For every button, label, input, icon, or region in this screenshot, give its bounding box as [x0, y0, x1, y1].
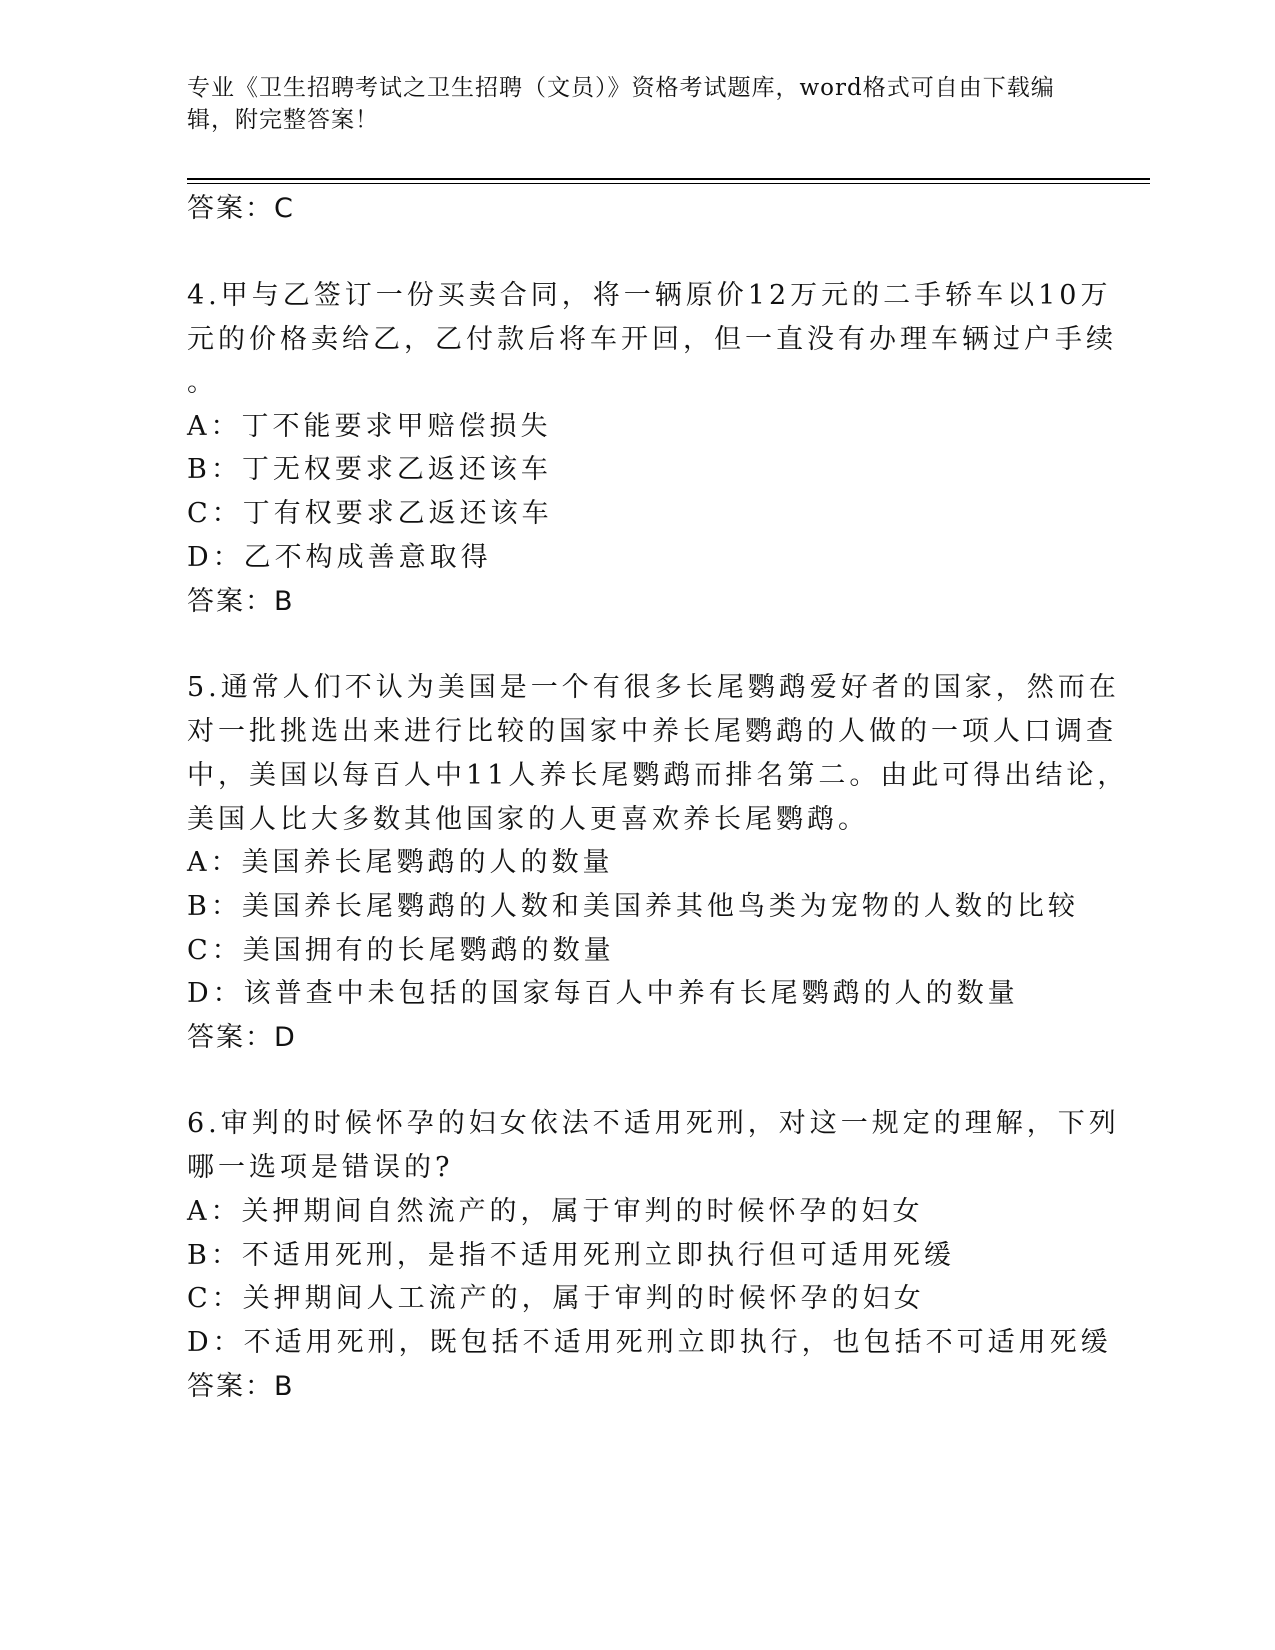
question-stem-line: 对一批挑选出来进行比较的国家中养长尾鹦鹉的人做的一项人口调查	[187, 716, 1117, 747]
option-b: B：丁无权要求乙返还该车	[187, 454, 552, 485]
answer: 答案：B	[187, 1371, 295, 1402]
option-d: D：乙不构成善意取得	[187, 542, 492, 573]
question-stem-line: 中，美国以每百人中11人养长尾鹦鹉而排名第二。由此可得出结论，	[187, 760, 1129, 791]
answer-prev: 答案：C	[187, 193, 295, 224]
option-c: C：关押期间人工流产的，属于审判的时候怀孕的妇女	[187, 1283, 925, 1314]
answer: 答案：D	[187, 1022, 297, 1053]
header-rule-thin	[187, 183, 1150, 184]
question-stem-line: 。	[187, 367, 218, 398]
header-rule-thick	[187, 178, 1150, 180]
option-b: B：美国养长尾鹦鹉的人数和美国养其他鸟类为宠物的人数的比较	[187, 891, 1079, 922]
question-stem-line: 6.审判的时候怀孕的妇女依法不适用死刑，对这一规定的理解，下列	[187, 1108, 1120, 1139]
question-stem-line: 4.甲与乙签订一份买卖合同，将一辆原价12万元的二手轿车以10万	[187, 280, 1112, 311]
option-c: C：丁有权要求乙返还该车	[187, 498, 553, 529]
option-a: A：丁不能要求甲赔偿损失	[187, 411, 552, 442]
option-d: D：该普查中未包括的国家每百人中养有长尾鹦鹉的人的数量	[187, 978, 1019, 1009]
answer: 答案：B	[187, 586, 295, 617]
question-stem-line: 元的价格卖给乙，乙付款后将车开回，但一直没有办理车辆过户手续	[187, 324, 1117, 355]
option-a: A：美国养长尾鹦鹉的人的数量	[187, 847, 614, 878]
option-d: D：不适用死刑，既包括不适用死刑立即执行，也包括不可适用死缓	[187, 1327, 1112, 1358]
page-header: 专业《卫生招聘考试之卫生招聘（文员）》资格考试题库，word格式可自由下载编辑，附完整答案！	[187, 75, 1055, 133]
question-stem-line: 哪一选项是错误的?	[187, 1152, 454, 1183]
option-b: B：不适用死刑，是指不适用死刑立即执行但可适用死缓	[187, 1240, 955, 1271]
question-stem-line: 5.通常人们不认为美国是一个有很多长尾鹦鹉爱好者的国家，然而在	[187, 672, 1120, 703]
question-stem-line: 美国人比大多数其他国家的人更喜欢养长尾鹦鹉。	[187, 804, 869, 835]
option-c: C：美国拥有的长尾鹦鹉的数量	[187, 935, 615, 966]
option-a: A：关押期间自然流产的，属于审判的时候怀孕的妇女	[187, 1196, 924, 1227]
